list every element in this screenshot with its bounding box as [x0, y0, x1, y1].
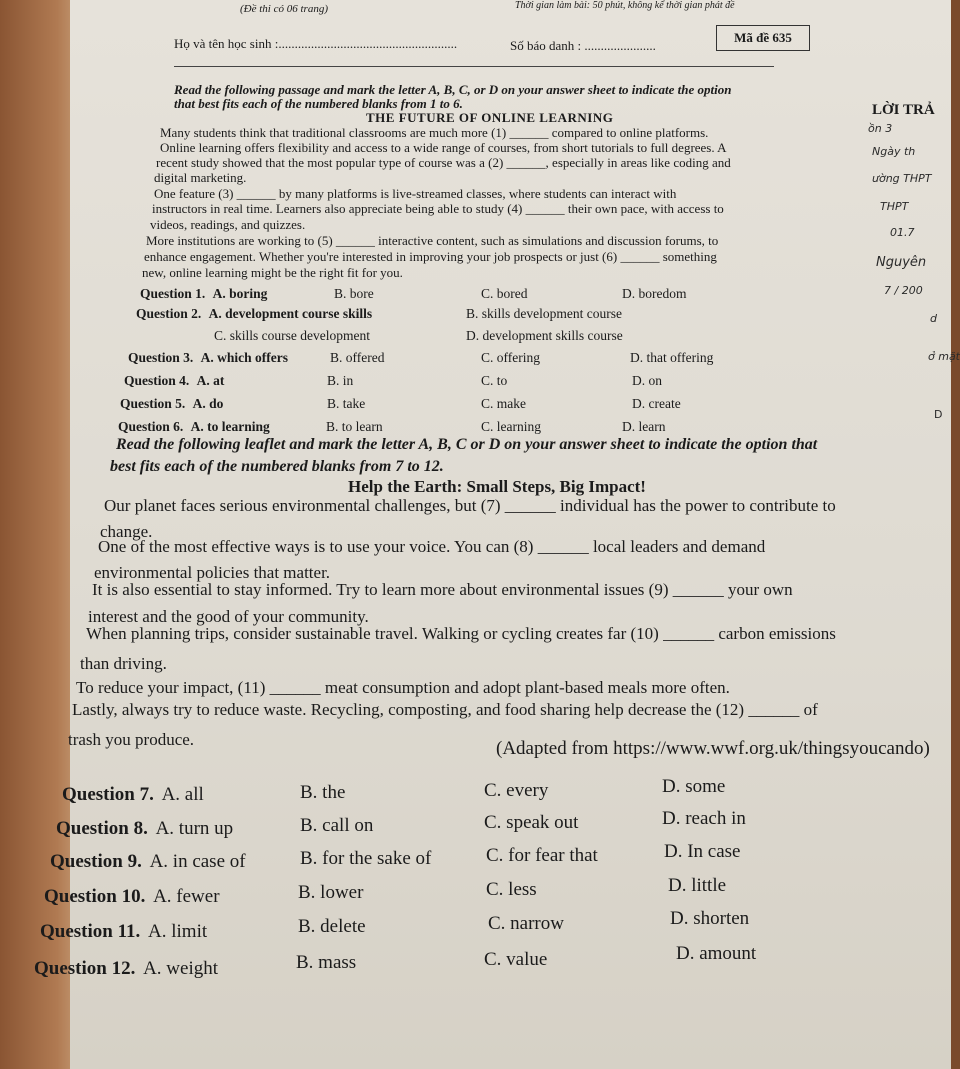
option-b[interactable]: B. delete: [298, 916, 366, 937]
option-c[interactable]: C. skills course development: [214, 328, 370, 343]
question-label: Question 10.: [44, 886, 146, 907]
option-b[interactable]: B. mass: [296, 952, 357, 973]
margin-note-1: ồn 3: [868, 122, 893, 135]
part2-line: interest and the good of your community.: [88, 607, 369, 626]
margin-note-2: Ngày th: [872, 145, 916, 158]
option-c[interactable]: C. speak out: [484, 812, 579, 833]
option-d[interactable]: D. development skills course: [466, 328, 623, 343]
exam-pages-note: (Đề thi có 06 trang): [240, 3, 328, 15]
header-divider: [174, 66, 774, 67]
part2-title: Help the Earth: Small Steps, Big Impact!: [348, 477, 646, 496]
option-a[interactable]: A. which offers: [200, 350, 289, 365]
option-d[interactable]: D. that offering: [630, 350, 714, 365]
option-a[interactable]: A. all: [161, 784, 204, 805]
part1-instruction-line1: Read the following passage and mark the letter A, B, C, or D on your answer sheet to indicate the option: [174, 82, 732, 97]
option-b[interactable]: B. skills development course: [466, 306, 622, 321]
option-d[interactable]: D. learn: [622, 419, 666, 434]
part2-instruction-line2: best fits each of the numbered blanks from 7 to 12.: [110, 458, 444, 475]
option-c[interactable]: C. offering: [481, 350, 540, 365]
option-a[interactable]: A. boring: [212, 286, 268, 301]
option-b[interactable]: B. in: [327, 373, 354, 388]
part1-title: THE FUTURE OF ONLINE LEARNING: [366, 110, 614, 125]
part2-line: One of the most effective ways is to use your voice. You can (8) ______ local leaders and demand: [98, 537, 766, 556]
option-a[interactable]: A. limit: [148, 921, 208, 942]
part1-line: Many students think that traditional classrooms are much more (1) ______ compared to online platforms.: [160, 125, 709, 140]
question-label: Question 4.: [124, 373, 190, 388]
question-label: Question 12.: [34, 958, 136, 979]
part2-line: than driving.: [80, 654, 167, 673]
option-c[interactable]: C. make: [481, 396, 526, 411]
exam-code: Mã đề 635: [716, 25, 810, 51]
option-c[interactable]: C. bored: [481, 286, 528, 301]
option-b[interactable]: B. bore: [334, 286, 374, 301]
option-d[interactable]: D. reach in: [662, 808, 746, 829]
margin-note-10: D: [934, 408, 943, 421]
option-b[interactable]: B. offered: [330, 350, 385, 365]
question-row: [124, 373, 224, 389]
option-d[interactable]: D. little: [668, 875, 727, 896]
part2-line: When planning trips, consider sustainable travel. Walking or cycling creates far (10) ______ carbon emissions: [86, 624, 836, 643]
option-d[interactable]: D. boredom: [622, 286, 687, 301]
option-a[interactable]: A. at: [196, 373, 225, 388]
question-label: Question 2.: [136, 306, 202, 321]
question-row: [136, 306, 372, 322]
part2-instruction-line1: Read the following leaflet and mark the letter A, B, C or D on your answer sheet to indicate the option that: [116, 436, 818, 453]
option-b[interactable]: B. take: [327, 396, 366, 411]
option-d[interactable]: D. shorten: [670, 908, 750, 929]
question-label: Question 9.: [50, 851, 142, 872]
option-a[interactable]: A. fewer: [153, 886, 220, 907]
option-c[interactable]: C. every: [484, 780, 549, 801]
question-row: [62, 784, 204, 806]
question-label: Question 7.: [62, 784, 154, 805]
id-label: Số báo danh : ......................: [510, 38, 656, 53]
part2-line: Lastly, always try to reduce waste. Recycling, composting, and food sharing help decrease the (12) ______ of: [72, 700, 818, 719]
option-b[interactable]: B. lower: [298, 882, 364, 903]
option-c[interactable]: C. less: [486, 879, 537, 900]
option-b[interactable]: B. to learn: [326, 419, 383, 434]
time-note: Thời gian làm bài: 50 phút, không kể thời gian phát đề: [515, 0, 735, 11]
part1-line: recent study showed that the most popular type of course was a (2) ______, especially in areas like coding and: [156, 155, 731, 170]
option-c[interactable]: C. narrow: [488, 913, 564, 934]
question-label: Question 5.: [120, 396, 186, 411]
option-d[interactable]: D. some: [662, 776, 726, 797]
margin-note-5: 01.7: [890, 226, 915, 239]
question-label: Question 6.: [118, 419, 184, 434]
part1-line: instructors in real time. Learners also appreciate being able to study (4) ______ their own pace, with access to: [152, 201, 724, 216]
answer-sheet-title: LỜI TRẢ: [872, 102, 935, 118]
part1-line: Online learning offers flexibility and access to a wide range of courses, from short tutorials to full degrees. A: [160, 140, 727, 155]
margin-note-4: THPT: [880, 200, 909, 213]
option-d[interactable]: D. create: [632, 396, 681, 411]
option-b[interactable]: B. the: [300, 782, 346, 803]
part2-line: trash you produce.: [68, 730, 195, 749]
part2-line: change.: [100, 522, 153, 541]
question-row: [120, 396, 223, 412]
question-label: Question 1.: [140, 286, 206, 301]
margin-note-9: ở mặt: [928, 350, 960, 363]
margin-note-7: 7 / 200: [884, 284, 923, 297]
option-d[interactable]: D. amount: [676, 943, 757, 964]
question-row: [56, 818, 233, 840]
margin-note-8: d: [930, 312, 937, 325]
part1-line: digital marketing.: [154, 170, 247, 185]
question-row: [140, 286, 267, 302]
part1-line: new, online learning might be the right fit for you.: [142, 265, 403, 280]
question-label: Question 11.: [40, 921, 141, 942]
question-label: Question 3.: [128, 350, 194, 365]
option-c[interactable]: C. value: [484, 949, 548, 970]
question-label: Question 8.: [56, 818, 148, 839]
part1-line: enhance engagement. Whether you're interested in improving your job prospects or just (6) ______ something: [144, 249, 717, 264]
option-a[interactable]: A. in case of: [149, 851, 246, 872]
question-row: [128, 350, 288, 366]
option-a[interactable]: A. turn up: [155, 818, 234, 839]
option-b[interactable]: B. for the sake of: [300, 848, 432, 869]
question-row: [34, 958, 218, 980]
part1-instruction-line2: that best fits each of the numbered blanks from 1 to 6.: [174, 96, 463, 111]
part1-line: videos, readings, and quizzes.: [150, 217, 306, 232]
question-row: [44, 886, 220, 908]
option-c[interactable]: C. learning: [481, 419, 541, 434]
question-row: [50, 851, 246, 873]
margin-note-6: Nguyên: [876, 255, 927, 270]
option-d[interactable]: D. In case: [664, 841, 741, 862]
option-a[interactable]: A. do: [192, 396, 224, 411]
option-a[interactable]: A. to learning: [190, 419, 270, 434]
part1-line: One feature (3) ______ by many platforms is live-streamed classes, where students can interact with: [154, 186, 677, 201]
part2-line: To reduce your impact, (11) ______ meat consumption and adopt plant-based meals more often.: [76, 678, 730, 697]
option-c[interactable]: C. for fear that: [486, 845, 598, 866]
part2-line: environmental policies that matter.: [94, 563, 331, 582]
option-c[interactable]: C. to: [481, 373, 508, 388]
option-a[interactable]: A. weight: [143, 958, 218, 979]
source-citation: (Adapted from https://www.wwf.org.uk/thingsyoucando): [496, 738, 930, 759]
option-b[interactable]: B. call on: [300, 815, 374, 836]
question-row: [40, 921, 207, 943]
option-a[interactable]: A. development course skills: [208, 306, 373, 321]
option-d[interactable]: D. on: [632, 373, 662, 388]
margin-note-3: ường THPT: [872, 172, 932, 185]
part1-line: More institutions are working to (5) ______ interactive content, such as simulations and discussion forums, to: [146, 233, 719, 248]
name-label: Họ và tên học sinh :.......................................................: [174, 36, 458, 51]
part2-line: Our planet faces serious environmental challenges, but (7) ______ individual has the power to contribute to: [104, 496, 836, 515]
part2-line: It is also essential to stay informed. Try to learn more about environmental issues (9) ______ your own: [92, 580, 793, 599]
question-row: [118, 419, 270, 435]
